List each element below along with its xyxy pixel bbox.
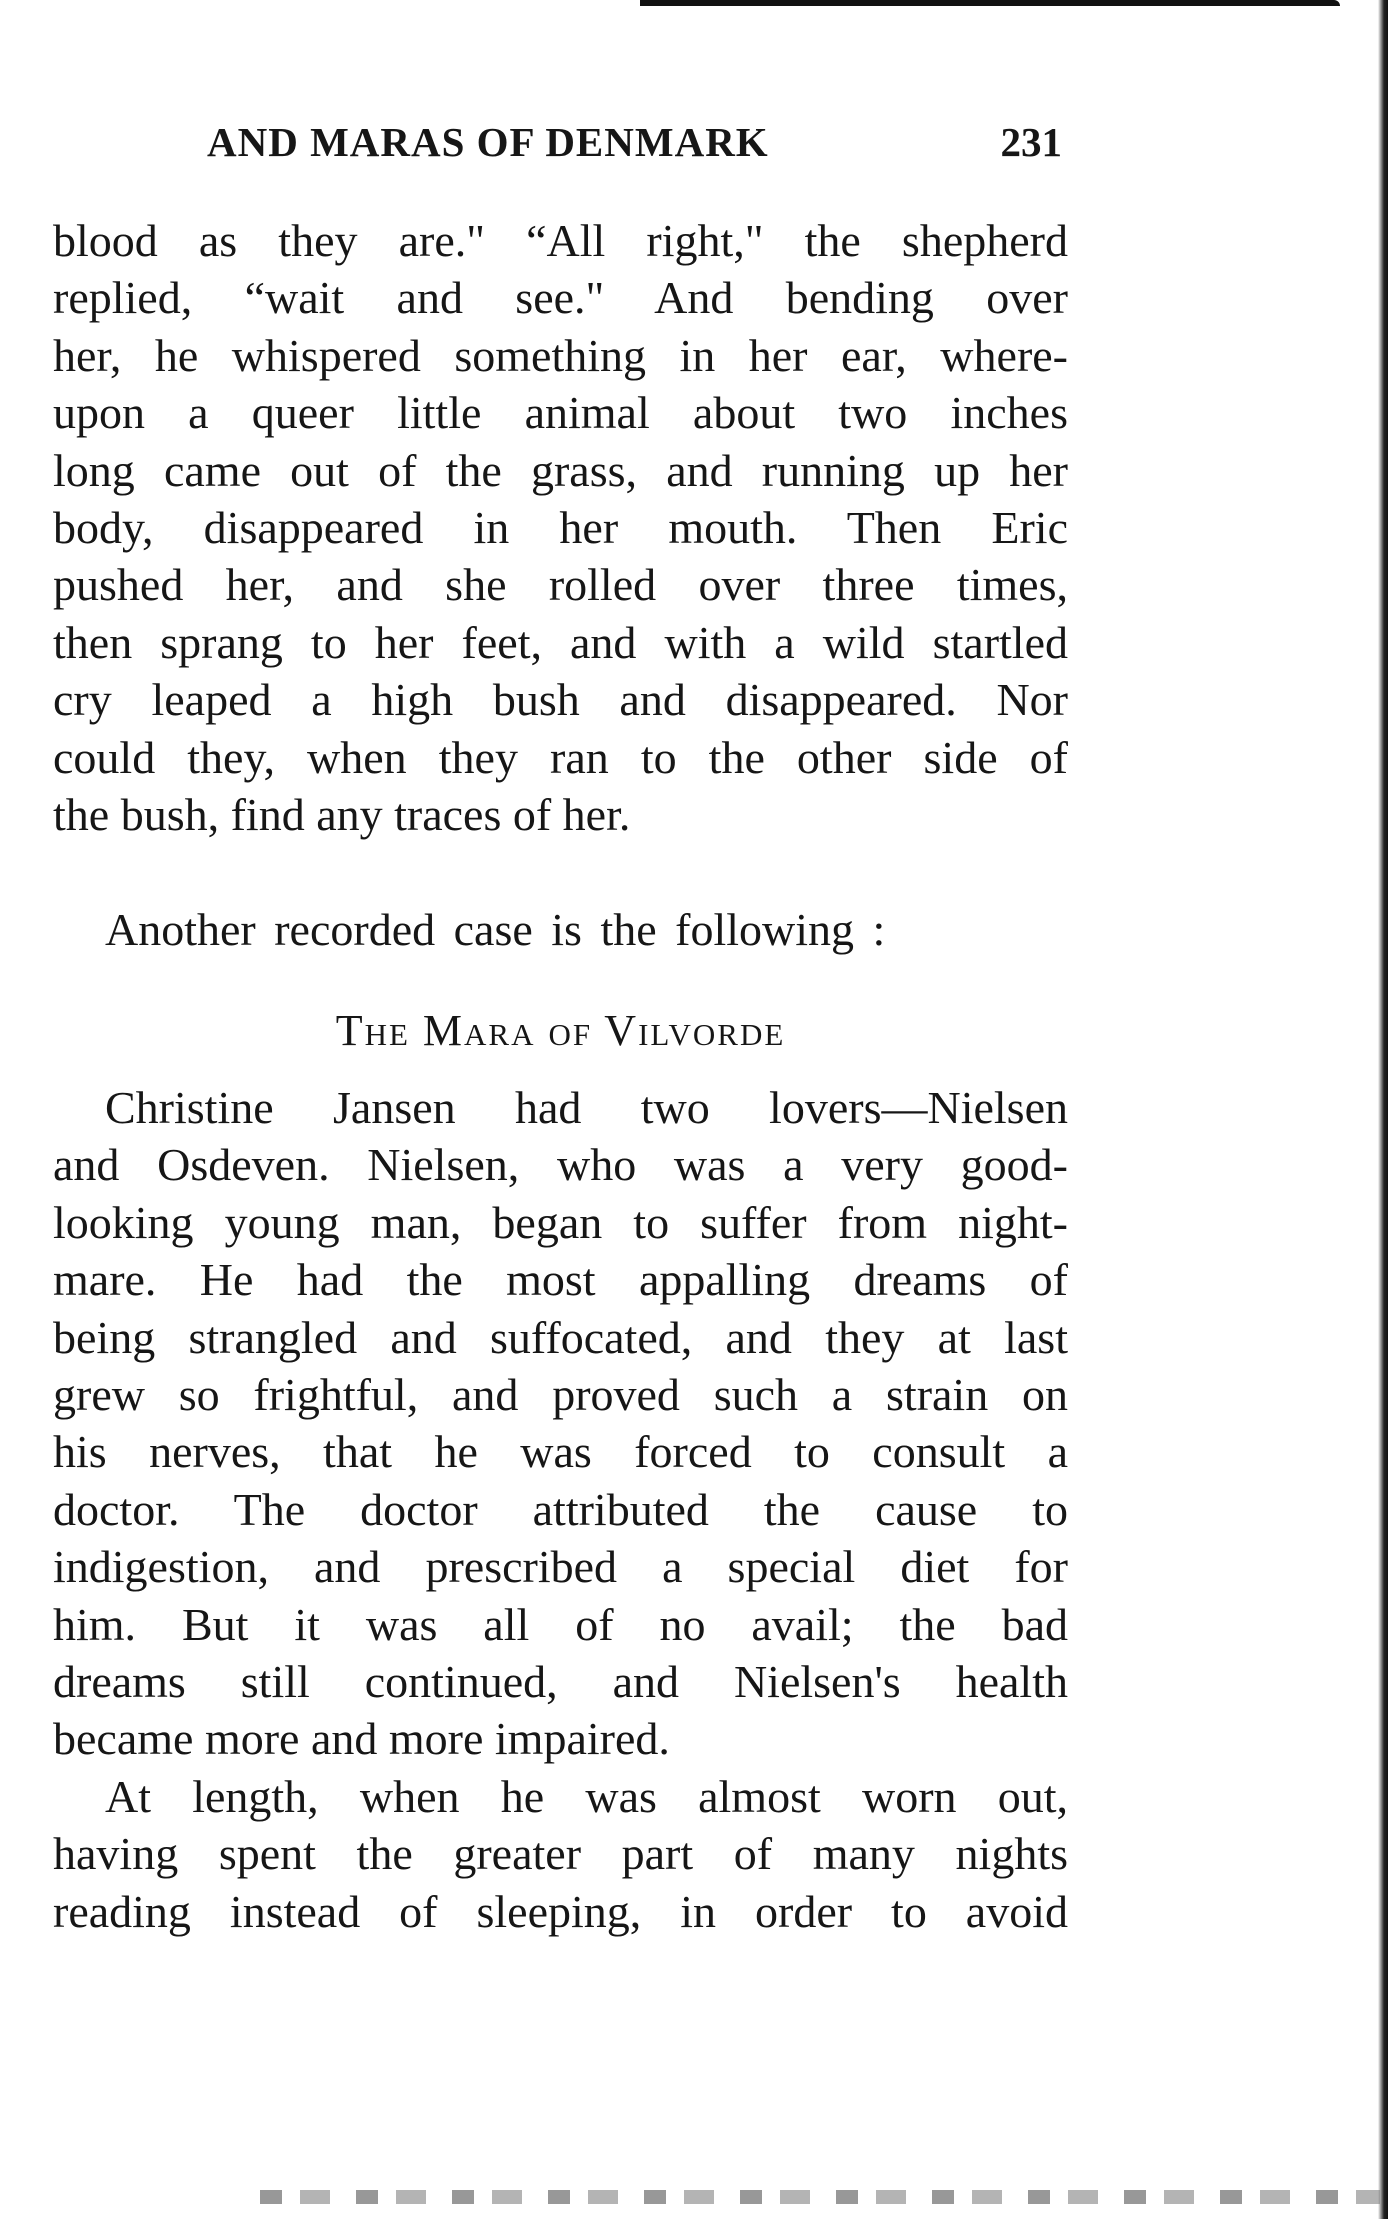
text-line: blood as they are." “All right," the shepherd (53, 215, 1068, 266)
paragraph-3 (53, 1768, 1068, 1940)
text-line: became more and more impaired. (53, 1713, 670, 1765)
text-line: her, he whispered something in her ear, where- (53, 329, 1068, 381)
text-line: body, disappeared in her mouth. Then Eric (53, 501, 1068, 553)
text-line: indigestion, and prescribed a special diet for (53, 1541, 1068, 1593)
text-line: pushed her, and she rolled over three times, (53, 559, 1068, 611)
text-line: looking young man, began to suffer from night- (53, 1196, 1068, 1248)
paragraph-gap (53, 843, 1068, 901)
running-head-title: AND MARAS OF DENMARK (207, 119, 769, 165)
text-line: upon a queer little animal about two inches (53, 387, 1068, 439)
text-line: long came out of the grass, and running up her (53, 444, 1068, 496)
text-line: his nerves, that he was forced to consult a (53, 1426, 1068, 1478)
text-line: doctor. The doctor attributed the cause to (53, 1483, 1068, 1535)
running-head (207, 118, 1062, 178)
page-edge-top (640, 0, 1340, 6)
body-text (53, 212, 1068, 1940)
text-line: cry leaped a high bush and disappeared. Nor (53, 674, 1068, 726)
text-line: him. But it was all of no avail; the bad (53, 1598, 1068, 1650)
heading-gap (53, 1059, 1068, 1079)
text-line: then sprang to her feet, and with a wild startled (53, 616, 1068, 668)
paragraph-2 (53, 1079, 1068, 1768)
page-number: 231 (1000, 119, 1062, 165)
text-line: dreams still continued, and Nielsen's health (53, 1655, 1068, 1707)
page-edge-right (1378, 0, 1388, 2219)
paragraph-1 (53, 212, 1068, 843)
text-line: reading instead of sleeping, in order to avoid (53, 1885, 1068, 1937)
text-line: could they, when they ran to the other side of (53, 731, 1068, 783)
text-line: the bush, find any traces of her. (53, 788, 631, 840)
text-line: replied, “wait and see." And bending over (53, 272, 1068, 324)
text-line: and Osdeven. Nielsen, who was a very good- (53, 1139, 1068, 1191)
text-line: At length, when he was almost worn out, (105, 1770, 1068, 1822)
text-line: having spent the greater part of many nights (53, 1828, 1068, 1880)
intro-line: Another recorded case is the following : (105, 904, 886, 956)
text-line: mare. He had the most appalling dreams of (53, 1254, 1068, 1306)
text-line: Christine Jansen had two lovers—Nielsen (105, 1082, 1068, 1134)
heading-gap (53, 959, 1068, 1002)
section-heading: The Mara of Vilvorde (335, 1005, 786, 1055)
page-edge-bottom (260, 2190, 1380, 2204)
text-line: grew so frightful, and proved such a strain on (53, 1369, 1068, 1421)
text-line: being strangled and suffocated, and they at last (53, 1311, 1068, 1363)
